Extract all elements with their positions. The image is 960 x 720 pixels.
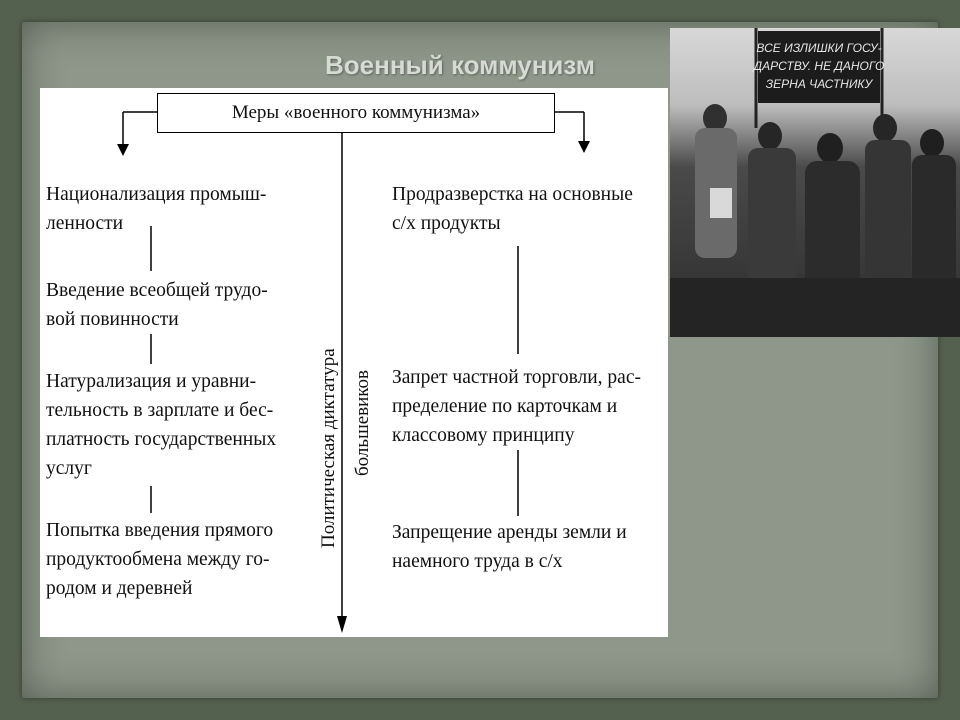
slide-title: Военный коммунизм [325,50,595,80]
left-item-labor-duty: Введение всеобщей трудо- вой повинности [46,280,268,330]
historical-photo-icon [670,28,960,337]
header-box: Меры «военного коммунизма» [157,93,555,133]
svg-text:ДАРСТВУ. НЕ ДАНОГО: ДАРСТВУ. НЕ ДАНОГО [753,59,885,73]
center-label-bolsheviks: большевиков [352,369,373,476]
center-arrow-icon [337,616,347,633]
right-item-prodrazverstka: Продразверстка на основные с/х продукты [392,184,633,234]
diagram [40,88,668,637]
historical-photo [670,28,960,337]
right-arrow-icon [578,141,590,153]
svg-text:ЗЕРНА ЧАСТНИКУ: ЗЕРНА ЧАСТНИКУ [765,77,873,91]
center-label-dictatorship: Политическая диктатура [318,348,339,548]
left-item-nationalization: Национализация промыш- ленности [46,184,267,234]
right-item-trade-ban: Запрет частной торговли, рас- пределение по карточкам и классовому принципу [392,367,641,446]
left-arrow-icon [117,144,129,156]
left-item-naturalization: Натурализация и уравни- тельность в зарплате и бес- платность государственных услуг [46,371,277,479]
svg-text:ВСЕ ИЗЛИШКИ ГОСУ-: ВСЕ ИЗЛИШКИ ГОСУ- [756,41,882,55]
right-item-land-ban: Запрещение аренды земли и наемного труда в с/х [392,522,627,572]
left-item-exchange: Попытка введения прямого продуктообмена между го- родом и деревней [46,520,274,599]
